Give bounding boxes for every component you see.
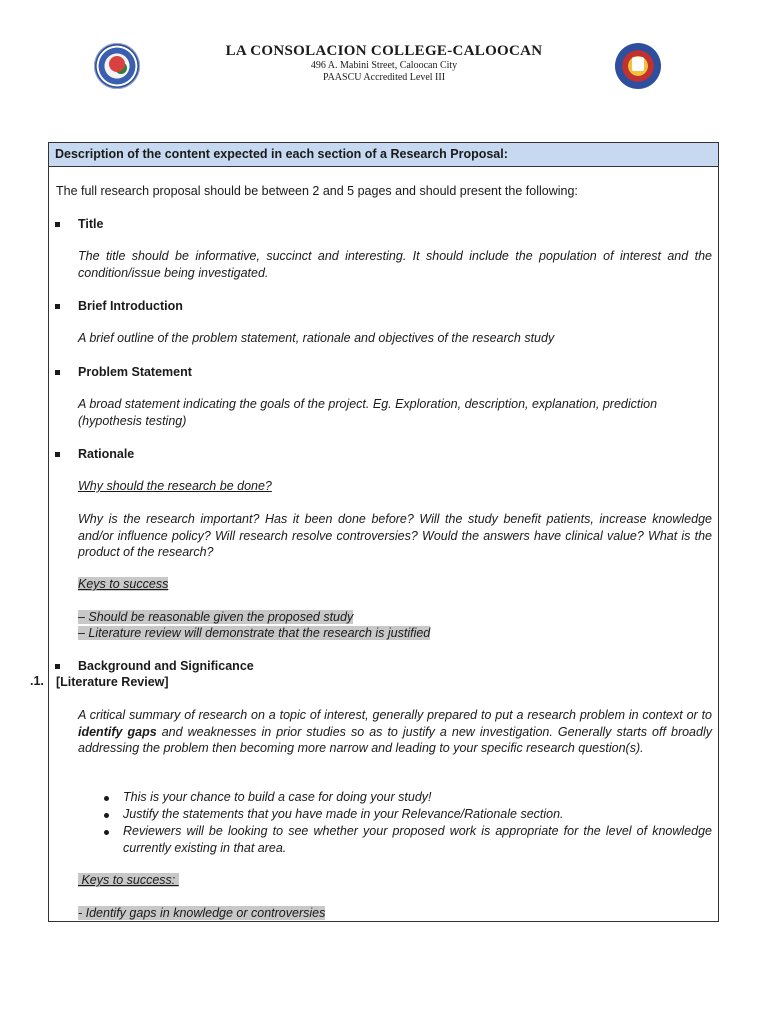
rationale-description: Why is the research important? Has it been done before? Will the study benefit patients, increase knowledge and/or influence policy? Will research resolve controversies? Would the answers have clinical value? What is the product of the research? bbox=[78, 512, 712, 559]
square-bullet-icon bbox=[55, 304, 60, 309]
background-heading: Background and Significance bbox=[78, 659, 254, 673]
school-name: LA CONSOLACION COLLEGE-CALOOCAN bbox=[225, 43, 543, 59]
square-bullet-icon bbox=[55, 222, 60, 227]
accreditation-line: PAASCU Accredited Level III bbox=[322, 72, 446, 83]
literature-review-description: A critical summary of research on a topic of interest, generally prepared to put a research problem in context or to identify gaps and weaknesses in prior studies so as to justify a new investigation. Generally starts off broadly addressing the problem then becoming more narrow and leading to your specific research question(s). bbox=[78, 708, 712, 755]
problem-statement-description: A broad statement indicating the goals of the project. Eg. Exploration, description, explanation, prediction (hypothesis testing) bbox=[78, 397, 658, 428]
brief-intro-heading: Brief Introduction bbox=[78, 299, 183, 313]
school-address: 496 A. Mabini Street, Caloocan City bbox=[310, 60, 458, 71]
section-number: .1. bbox=[30, 674, 44, 688]
bullet-dot-icon bbox=[104, 830, 109, 835]
document-header bbox=[0, 43, 768, 84]
square-bullet-icon bbox=[55, 452, 60, 457]
problem-statement-heading: Problem Statement bbox=[78, 365, 192, 379]
lit-bullet-1: This is your chance to build a case for doing your study! bbox=[123, 790, 432, 804]
square-bullet-icon bbox=[55, 664, 60, 669]
background-keys-label: Keys to success: bbox=[78, 873, 179, 887]
title-description: The title should be informative, succinct and interesting. It should include the population of interest and the condition/issue being investigated. bbox=[78, 249, 712, 280]
intro-text: The full research proposal should be between 2 and 5 pages and should present the following: bbox=[56, 184, 578, 198]
rationale-key-1: – Should be reasonable given the proposed study bbox=[78, 610, 354, 624]
literature-review-heading: [Literature Review] bbox=[56, 675, 169, 689]
rationale-question: Why should the research be done? bbox=[78, 479, 272, 493]
brief-intro-description: A brief outline of the problem statement, rationale and objectives of the research study bbox=[78, 331, 555, 345]
content-box bbox=[48, 142, 719, 922]
title-heading: Title bbox=[78, 217, 104, 231]
square-bullet-icon bbox=[55, 370, 60, 375]
rationale-heading: Rationale bbox=[78, 447, 135, 461]
rationale-key-2: – Literature review will demonstrate that the research is justified bbox=[78, 626, 431, 640]
bullet-dot-icon bbox=[104, 796, 109, 801]
background-key-1: - Identify gaps in knowledge or controversies bbox=[78, 906, 326, 920]
lit-bullet-3: Reviewers will be looking to see whether your proposed work is appropriate for the level of knowledge currently existing in that area. bbox=[123, 824, 712, 855]
lit-bullet-2: Justify the statements that you have made in your Relevance/Rationale section. bbox=[123, 807, 564, 821]
section-title: Description of the content expected in each section of a Research Proposal: bbox=[49, 143, 718, 167]
bullet-dot-icon bbox=[104, 813, 109, 818]
rationale-keys-label: Keys to success bbox=[78, 577, 169, 591]
